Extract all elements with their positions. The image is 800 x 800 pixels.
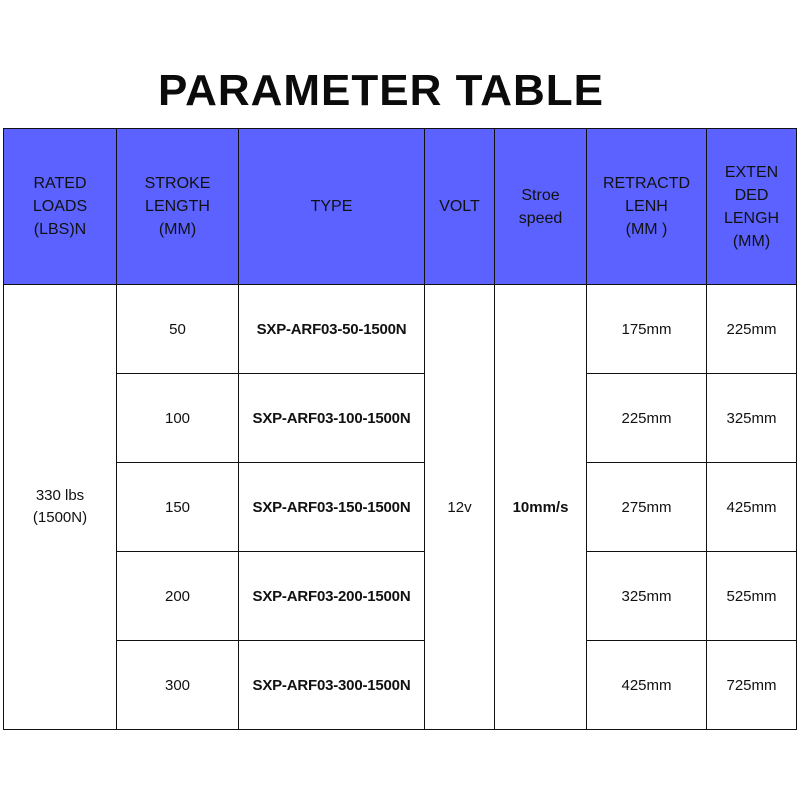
header-retracted-length bbox=[587, 129, 707, 285]
header-line: RATED bbox=[33, 175, 87, 192]
rated-load-cell bbox=[4, 285, 117, 730]
header-line: (LBS)N bbox=[33, 221, 87, 238]
stroke-cell: 100 bbox=[117, 374, 239, 463]
header-line: (MM ) bbox=[625, 221, 668, 238]
speed-cell: 10mm/s bbox=[495, 285, 587, 730]
rated-load-line: 330 lbs bbox=[35, 487, 85, 504]
retracted-length-cell: 425mm bbox=[587, 641, 707, 730]
table-row bbox=[4, 285, 797, 374]
retracted-length-cell: 175mm bbox=[587, 285, 707, 374]
type-cell: SXP-ARF03-150-1500N bbox=[239, 463, 425, 552]
type-cell: SXP-ARF03-100-1500N bbox=[239, 374, 425, 463]
header-extended-length bbox=[707, 129, 797, 285]
header-line: DED bbox=[734, 186, 769, 204]
type-cell: SXP-ARF03-50-1500N bbox=[239, 285, 425, 374]
table-row bbox=[4, 463, 797, 552]
header-line: LENGTH bbox=[145, 198, 210, 215]
page-title: PARAMETER TABLE bbox=[157, 66, 605, 115]
header-type bbox=[239, 129, 425, 285]
extended-length-cell: 725mm bbox=[707, 641, 797, 730]
header-stroe-speed bbox=[495, 129, 587, 285]
stroke-cell: 50 bbox=[117, 285, 239, 374]
stroke-cell: 200 bbox=[117, 552, 239, 641]
extended-length-cell: 425mm bbox=[707, 463, 797, 552]
header-line: RETRACTD bbox=[602, 175, 691, 192]
header-line: Stroe bbox=[521, 186, 560, 204]
table-row bbox=[4, 641, 797, 730]
extended-length-cell: 325mm bbox=[707, 374, 797, 463]
parameter-table bbox=[3, 128, 797, 730]
volt-cell: 12v bbox=[425, 285, 495, 730]
header-line: TYPE bbox=[310, 198, 353, 215]
header-line: LENH bbox=[625, 198, 668, 215]
stroke-cell: 300 bbox=[117, 641, 239, 730]
header-line: (MM) bbox=[732, 232, 771, 250]
stroke-cell: 150 bbox=[117, 463, 239, 552]
retracted-length-cell: 225mm bbox=[587, 374, 707, 463]
header-rated-loads bbox=[4, 129, 117, 285]
header-line: LOADS bbox=[32, 198, 88, 215]
table-row bbox=[4, 552, 797, 641]
header-line: speed bbox=[518, 209, 563, 227]
header-line: (MM) bbox=[158, 221, 197, 238]
header-row bbox=[4, 129, 797, 285]
retracted-length-cell: 275mm bbox=[587, 463, 707, 552]
extended-length-cell: 525mm bbox=[707, 552, 797, 641]
type-cell: SXP-ARF03-200-1500N bbox=[239, 552, 425, 641]
rated-load-line: (1500N) bbox=[32, 509, 88, 526]
header-line: VOLT bbox=[439, 198, 480, 215]
header-line: STROKE bbox=[144, 175, 211, 192]
type-cell: SXP-ARF03-300-1500N bbox=[239, 641, 425, 730]
header-line: EXTEN bbox=[724, 163, 779, 181]
retracted-length-cell: 325mm bbox=[587, 552, 707, 641]
header-volt bbox=[425, 129, 495, 285]
header-line: LENGH bbox=[723, 209, 780, 227]
extended-length-cell: 225mm bbox=[707, 285, 797, 374]
header-stroke-length bbox=[117, 129, 239, 285]
table-row bbox=[4, 374, 797, 463]
